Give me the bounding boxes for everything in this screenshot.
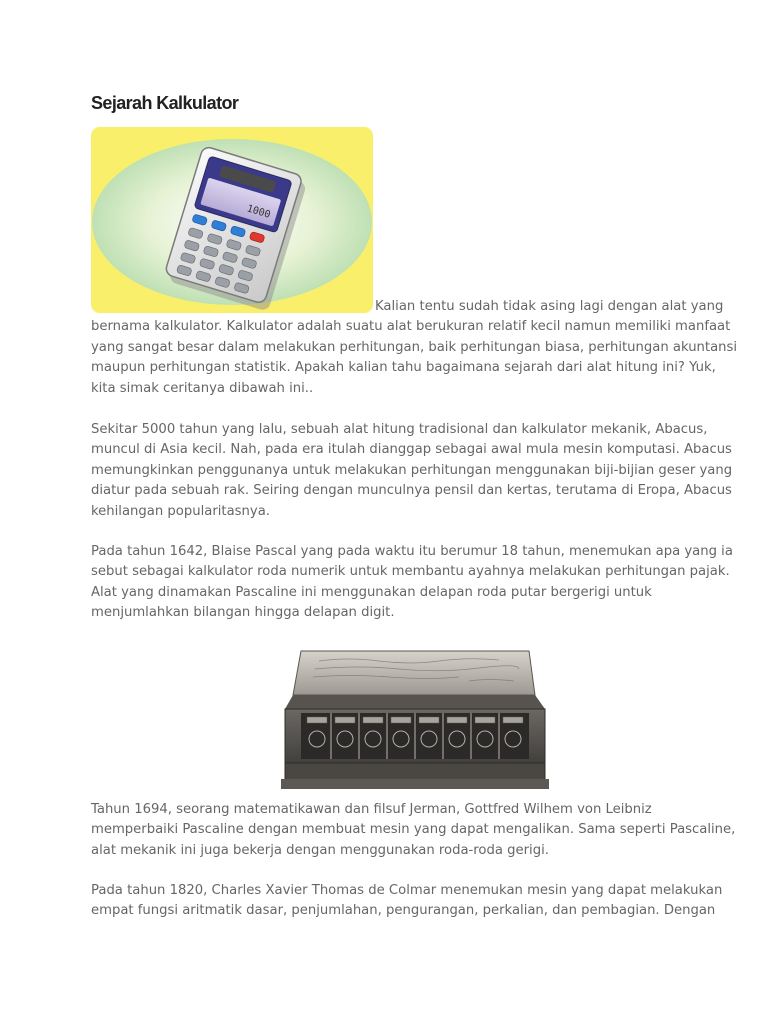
- pascaline-photo-svg: [279, 647, 549, 791]
- abacus-paragraph: Sekitar 5000 tahun yang lalu, sebuah alat hitung tradisional dan kalkulator mekanik, Abacus, muncul di Asia kecil. Nah, pada era itulah dianggap sebagai awal mula mesin komputasi. Abacus memungkinkan penggunanya untuk melakukan perhitungan menggunakan biji-bijian geser yang diatur pada sebuah rak. Seiring dengan munculnya pensil dan kertas, terutama di Eropa, Abacus kehilangan popularitasnya.: [91, 422, 733, 519]
- intro-paragraph: [91, 127, 741, 399]
- pascaline-photo: [279, 647, 549, 791]
- leibniz-paragraph: Tahun 1694, seorang matematikawan dan filsuf Jerman, Gottfred Wilhem von Leibniz memperbaiki Pascaline dengan membuat mesin yang dapat mengalikan. Sama seperti Pascaline, alat mekanik ini juga bekerja dengan menggunakan roda-roda gerigi.: [91, 802, 736, 858]
- intro-text: Kalian tentu sudah tidak asing lagi dengan alat yang bernama kalkulator. Kalkulator adalah suatu alat berukuran relatif kecil namun memiliki manfaat yang sangat besar dalam melakukan perhitungan, baik perhitungan biasa, perhitungan akuntansi maupun perhitungan statistik. Apakah kalian tahu bagaimana sejarah dari alat hitung ini? Yuk, kita simak ceritanya dibawah ini..: [91, 299, 738, 396]
- colmar-paragraph: Pada tahun 1820, Charles Xavier Thomas de Colmar menemukan mesin yang dapat melakukan empat fungsi aritmatik dasar, penjumlahan, pengurangan, perkalian, dan pembagian. Dengan: [91, 883, 723, 919]
- calculator-illustration-svg: [91, 127, 373, 313]
- calculator-illustration: [91, 127, 373, 313]
- pascal-paragraph: Pada tahun 1642, Blaise Pascal yang pada waktu itu berumur 18 tahun, menemukan apa yang ia sebut sebagai kalkulator roda numerik untuk membantu ayahnya melakukan perhitungan pajak. Alat yang dinamakan Pascaline ini menggunakan delapan roda putar bergerigi untuk menjumlahkan bilangan hingga delapan digit.: [91, 544, 733, 621]
- calculator-display-value: 1000: [245, 203, 272, 221]
- article-title: Sejarah Kalkulator: [91, 93, 239, 113]
